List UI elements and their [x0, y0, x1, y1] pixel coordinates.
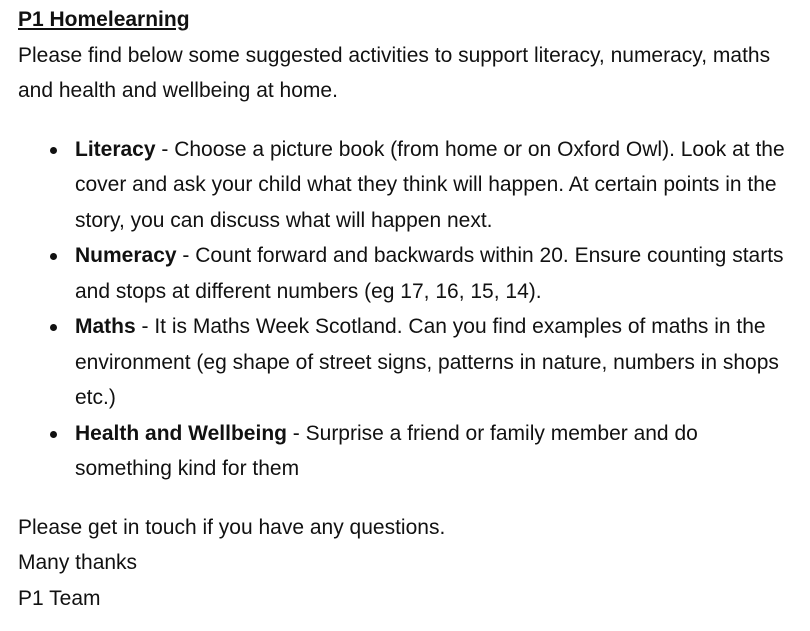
activity-description: - Count forward and backwards within 20. Ensure counting starts and stops at different numbers (eg 17, 16, 15, 14). — [75, 244, 784, 303]
sign-off: Many thanks — [18, 551, 138, 574]
activity-description: - It is Maths Week Scotland. Can you find examples of maths in the environment (eg shape of street signs, patterns in nature, numbers in shops etc.) — [75, 315, 779, 409]
intro-paragraph: Please find below some suggested activities to support literacy, numeracy, maths and health and wellbeing at home. — [18, 43, 771, 102]
activity-title: Numeracy — [75, 244, 177, 267]
activity-description: - Choose a picture book (from home or on Oxford Owl). Look at the cover and ask your child what they think will happen. At certain points in the story, you can discuss what will happen next. — [75, 137, 785, 232]
activity-title: Maths — [75, 315, 136, 338]
signature: P1 Team — [18, 586, 101, 610]
bullet-icon — [50, 431, 57, 438]
closing-message: Please get in touch if you have any questions. — [18, 515, 446, 539]
activity-description: - Surprise a friend or family member and do something kind for them — [75, 421, 698, 480]
activity-item-literacy — [18, 132, 792, 239]
bullet-icon — [50, 253, 57, 260]
bullet-icon — [50, 324, 57, 331]
activity-list — [18, 132, 792, 487]
activity-title: Health and Wellbeing — [75, 421, 287, 445]
activity-item-maths — [18, 309, 792, 416]
closing-section — [18, 510, 792, 617]
activity-item-numeracy — [18, 238, 792, 309]
page-title: P1 Homelearning — [18, 8, 190, 31]
activity-title: Literacy — [75, 137, 156, 161]
activity-item-health-and-wellbeing — [18, 416, 792, 487]
bullet-icon — [50, 147, 57, 154]
